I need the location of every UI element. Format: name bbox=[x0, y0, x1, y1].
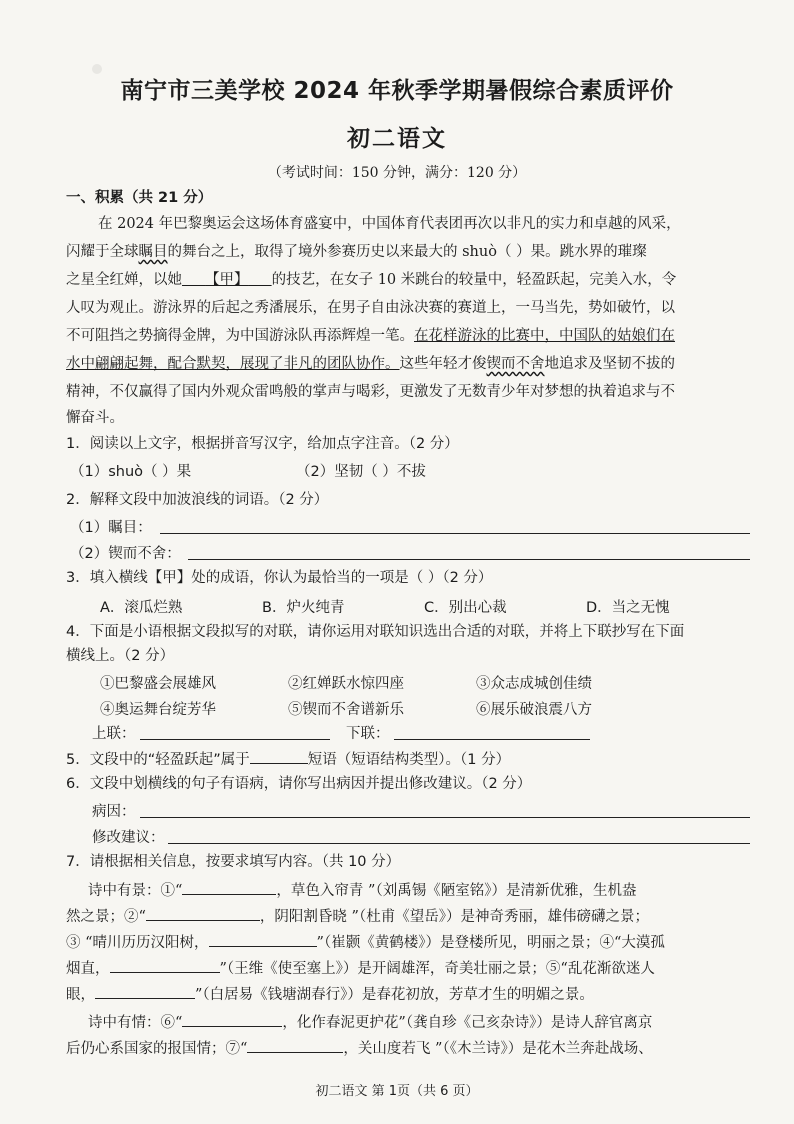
q2-stem: 2．解释文段中加波浪线的词语。（2 分） bbox=[66, 492, 329, 508]
passage-text: 的技艺，在女子 10 米跳台的较量中，轻盈跃起，完美入水，令 bbox=[271, 272, 677, 288]
q7-stem: 7．请根据相关信息，按要求填写内容。（共 10 分） bbox=[66, 854, 401, 870]
passage-line-3 bbox=[66, 270, 756, 290]
q7-text: ③ “晴川历历汉阳树， bbox=[66, 935, 209, 951]
q7-text: 后仍心系国家的报国情；⑦“ bbox=[66, 1041, 248, 1057]
passage-text: 不可阻挡之势摘得金牌，为中国游泳队再添辉煌一笔。 bbox=[66, 328, 414, 344]
q7-text: ”（崔颢《黄鹤楼》）是登楼所见，明丽之景；④“大漠孤 bbox=[316, 935, 665, 951]
q6-suggest-label: 修改建议： bbox=[92, 830, 165, 846]
wavy-word-zhumu: 瞩目 bbox=[138, 244, 168, 260]
exam-title: 南宁市三美学校 2024 年秋季学期暑假综合素质评价 bbox=[120, 78, 674, 104]
q7-line-2 bbox=[66, 906, 756, 927]
q7-blank-7[interactable] bbox=[247, 1038, 343, 1053]
q7-blank-6[interactable] bbox=[182, 1012, 282, 1027]
q3-option-d[interactable]: D．当之无愧 bbox=[586, 600, 670, 616]
q2-answer-line-b[interactable] bbox=[188, 558, 750, 560]
page-footer: 初二语文 第 1页（共 6 页） bbox=[315, 1084, 479, 1099]
q4-upper-answer-line[interactable] bbox=[140, 738, 330, 740]
q4-upper-label: 上联： bbox=[92, 726, 136, 742]
q7-text: ，关山度若飞 ”（《木兰诗》）是花木兰奔赴战场、 bbox=[343, 1041, 653, 1057]
q6-stem: 6．文段中划横线的句子有语病，请你写出病因并提出修改建议。（2 分） bbox=[66, 776, 532, 792]
q4-lower-label: 下联： bbox=[346, 726, 390, 742]
q1-stem: 1．阅读以上文字，根据拼音写汉字，给加点字注音。（2 分） bbox=[66, 436, 459, 452]
passage-line-1: 在 2024 年巴黎奥运会这场体育盛宴中，中国体育代表团再次以非凡的实力和卓越的风采， bbox=[98, 216, 681, 232]
q6-cause-answer-line[interactable] bbox=[140, 816, 750, 818]
q1-answer-a[interactable]: （1）shuò（ ）果 bbox=[70, 464, 192, 480]
q2-label-b: （2）锲而不舍： bbox=[70, 546, 181, 562]
q1-answer-b[interactable]: （2）坚韧（ ）不拔 bbox=[296, 464, 426, 480]
underlined-sentence-part1: 在花样游泳的比赛中，中国队的姑娘们在 bbox=[414, 328, 675, 344]
q7-blank-5[interactable] bbox=[95, 984, 195, 999]
q4-option-5[interactable]: ⑤锲而不舍谱新乐 bbox=[288, 702, 404, 718]
passage-line-2 bbox=[66, 242, 756, 262]
q4-stem-2: 横线上。（2 分） bbox=[66, 648, 175, 664]
q7-line-5 bbox=[66, 984, 756, 1005]
q4-option-2[interactable]: ②红婵跃水惊四座 bbox=[288, 676, 404, 692]
exam-meta: （考试时间：150 分钟，满分：120 分） bbox=[267, 165, 527, 181]
blank-jia-label: 【甲】 bbox=[205, 272, 249, 288]
q6-cause-label: 病因： bbox=[92, 804, 136, 820]
passage-text: 闪耀于全球 bbox=[66, 244, 139, 260]
q3-option-a[interactable]: A．滚瓜烂熟 bbox=[100, 600, 183, 616]
q5-text-a: 5．文段中的“轻盈跃起”属于 bbox=[66, 752, 250, 768]
q6-suggest-answer-line[interactable] bbox=[168, 842, 750, 844]
q4-stem-1: 4．下面是小语根据文段拟写的对联，请你运用对联知识选出合适的对联，并将上下联抄写在下面 bbox=[66, 624, 685, 640]
q4-option-1[interactable]: ①巴黎盛会展雄风 bbox=[100, 676, 216, 692]
q7-text: ”（王维《使至塞上》）是开阔雄浑，奇美壮丽之景；⑤“乱花渐欲迷人 bbox=[219, 961, 655, 977]
passage-line-6 bbox=[66, 354, 756, 374]
q7-line-4 bbox=[66, 958, 756, 979]
q7-text: ，草色入帘青 ”（刘禹锡《陋室铭》）是清新优雅，生机盎 bbox=[276, 883, 637, 899]
q4-option-3[interactable]: ③众志成城创佳绩 bbox=[476, 676, 592, 692]
q7-line-7 bbox=[66, 1038, 756, 1059]
passage-line-7: 精神，不仅赢得了国内外观众雷鸣般的掌声与喝彩，更激发了无数青少年对梦想的执着追求与不 bbox=[66, 384, 675, 400]
section-heading: 一、积累（共 21 分） bbox=[66, 190, 213, 206]
q7-blank-4[interactable] bbox=[110, 958, 220, 973]
q7-line-3 bbox=[66, 932, 756, 953]
q2-answer-line-a[interactable] bbox=[160, 532, 750, 534]
q7-text: 诗中有情：⑥“ bbox=[88, 1015, 183, 1031]
subject-title: 初二语文 bbox=[347, 126, 447, 152]
q5-text-b: 短语（短语结构类型）。（1 分） bbox=[307, 752, 511, 768]
q7-text: 诗中有景：①“ bbox=[88, 883, 183, 899]
q4-lower-answer-line[interactable] bbox=[394, 738, 590, 740]
passage-text: 这些年轻才俊 bbox=[399, 356, 487, 372]
passage-text: 之星全红婵，以她 bbox=[66, 272, 182, 288]
q7-blank-2[interactable] bbox=[146, 906, 260, 921]
q4-option-6[interactable]: ⑥展乐破浪震八方 bbox=[476, 702, 592, 718]
q5-text bbox=[66, 748, 510, 769]
passage-line-5 bbox=[66, 326, 756, 346]
passage-line-8: 懈奋斗。 bbox=[66, 410, 124, 426]
q7-line-1 bbox=[88, 880, 778, 901]
q7-text: 然之景；②“ bbox=[66, 909, 146, 925]
blank-jia[interactable] bbox=[182, 272, 272, 288]
q4-option-4[interactable]: ④奥运舞台绽芳华 bbox=[100, 702, 216, 718]
q7-blank-3[interactable] bbox=[209, 932, 317, 947]
q2-label-a: （1）瞩目： bbox=[70, 520, 152, 536]
q5-answer-blank[interactable] bbox=[250, 749, 308, 764]
q7-line-6 bbox=[88, 1012, 778, 1033]
q3-stem: 3．填入横线【甲】处的成语，你认为最恰当的一项是（ ）（2 分） bbox=[66, 570, 493, 586]
underlined-sentence-part2: 水中翩翩起舞，配合默契，展现了非凡的团队协作。 bbox=[66, 356, 400, 372]
q3-option-c[interactable]: C．别出心裁 bbox=[424, 600, 507, 616]
q7-text: 眼， bbox=[66, 987, 95, 1003]
q7-text: 烟直， bbox=[66, 961, 110, 977]
passage-text: 地追求及坚韧不拔的 bbox=[544, 356, 675, 372]
passage-line-4: 人叹为观止。游泳界的后起之秀潘展乐，在男子自由泳决赛的赛道上，一马当先，势如破竹，以 bbox=[66, 300, 675, 316]
q7-text: ，阴阳割昏晓 ”（杜甫《望岳》）是神奇秀丽，雄伟磅礴之景； bbox=[259, 909, 649, 925]
q7-text: ，化作春泥更护花”（龚自珍《己亥杂诗》）是诗人辞官离京 bbox=[282, 1015, 653, 1031]
q7-text: ”（白居易《钱塘湖春行》）是春花初放，芳草才生的明媚之景。 bbox=[195, 987, 594, 1003]
passage-text: 的舞台之上，取得了境外参赛历史以来最大的 shuò（ ）果。跳水界的璀璨 bbox=[167, 244, 647, 260]
q7-blank-1[interactable] bbox=[182, 880, 276, 895]
q3-option-b[interactable]: B．炉火纯青 bbox=[262, 600, 345, 616]
wavy-word-qieerbushe: 锲而不舍 bbox=[486, 356, 545, 372]
